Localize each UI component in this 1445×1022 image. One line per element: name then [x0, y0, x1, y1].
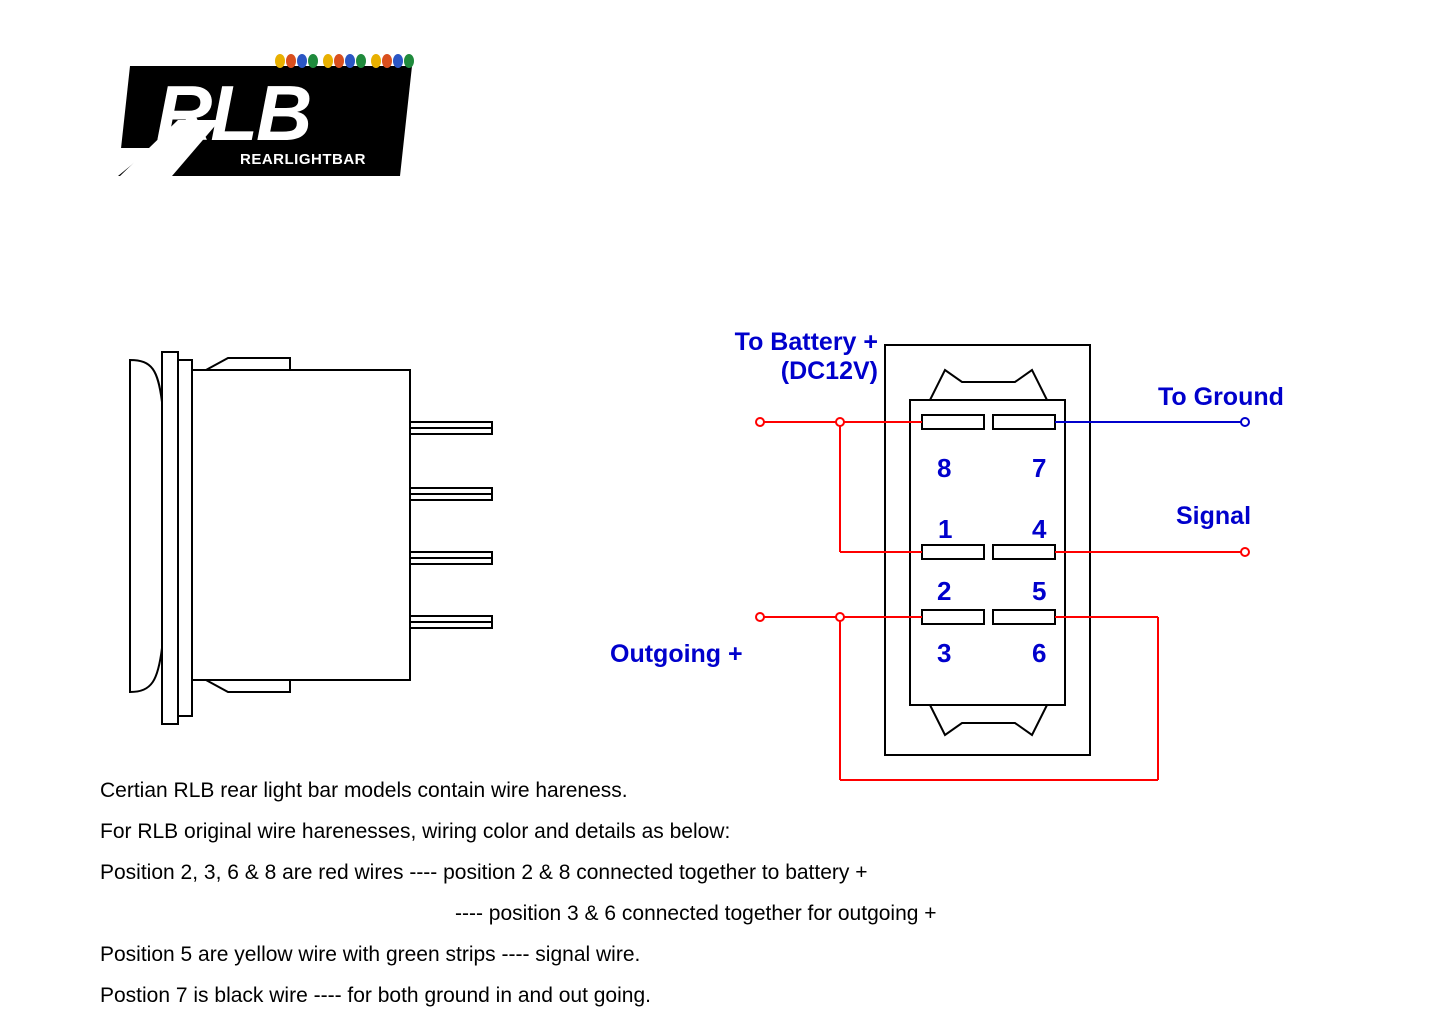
note-line: Certian RLB rear light bar models contain wire hareness.: [100, 779, 628, 802]
note-line: Postion 7 is black wire ---- for both ground in and out going.: [100, 984, 651, 1007]
rlb-logo: [112, 48, 422, 188]
note-line: ---- position 3 & 6 connected together for outgoing +: [455, 902, 937, 925]
switch-wiring-diagram: [600, 320, 1400, 820]
led-dot-strip: [275, 54, 414, 68]
label-battery-line1: To Battery +: [734, 328, 878, 356]
logo-graphic: [112, 48, 422, 188]
label-battery-line2: (DC12V): [780, 356, 878, 385]
logo-wordmark: RLB: [156, 69, 311, 157]
label-battery: [668, 328, 878, 386]
switch-side-view-graphic: [100, 330, 550, 750]
pin-4: 4: [1032, 514, 1047, 544]
switch-side-view: [100, 330, 550, 750]
note-line: For RLB original wire harenesses, wiring color and details as below:: [100, 820, 731, 843]
label-outgoing: Outgoing +: [610, 640, 743, 668]
pin-6: 6: [1032, 638, 1047, 668]
label-signal: Signal: [1176, 502, 1252, 530]
wire-battery-positive: [760, 422, 922, 552]
pin-5: 5: [1032, 576, 1047, 606]
pin-8: 8: [937, 453, 952, 483]
notes-block: [100, 780, 1380, 1022]
pin-3: 3: [937, 638, 952, 668]
logo-tagline: REARLIGHTBAR: [240, 151, 366, 168]
pin-1: 1: [938, 514, 953, 544]
note-line: Position 2, 3, 6 & 8 are red wires ---- position 2 & 8 connected together to battery +: [100, 861, 868, 884]
label-ground: To Ground: [1158, 383, 1284, 411]
pin-2: 2: [937, 576, 952, 606]
pin-7: 7: [1032, 453, 1047, 483]
note-line: Position 5 are yellow wire with green strips ---- signal wire.: [100, 943, 641, 966]
